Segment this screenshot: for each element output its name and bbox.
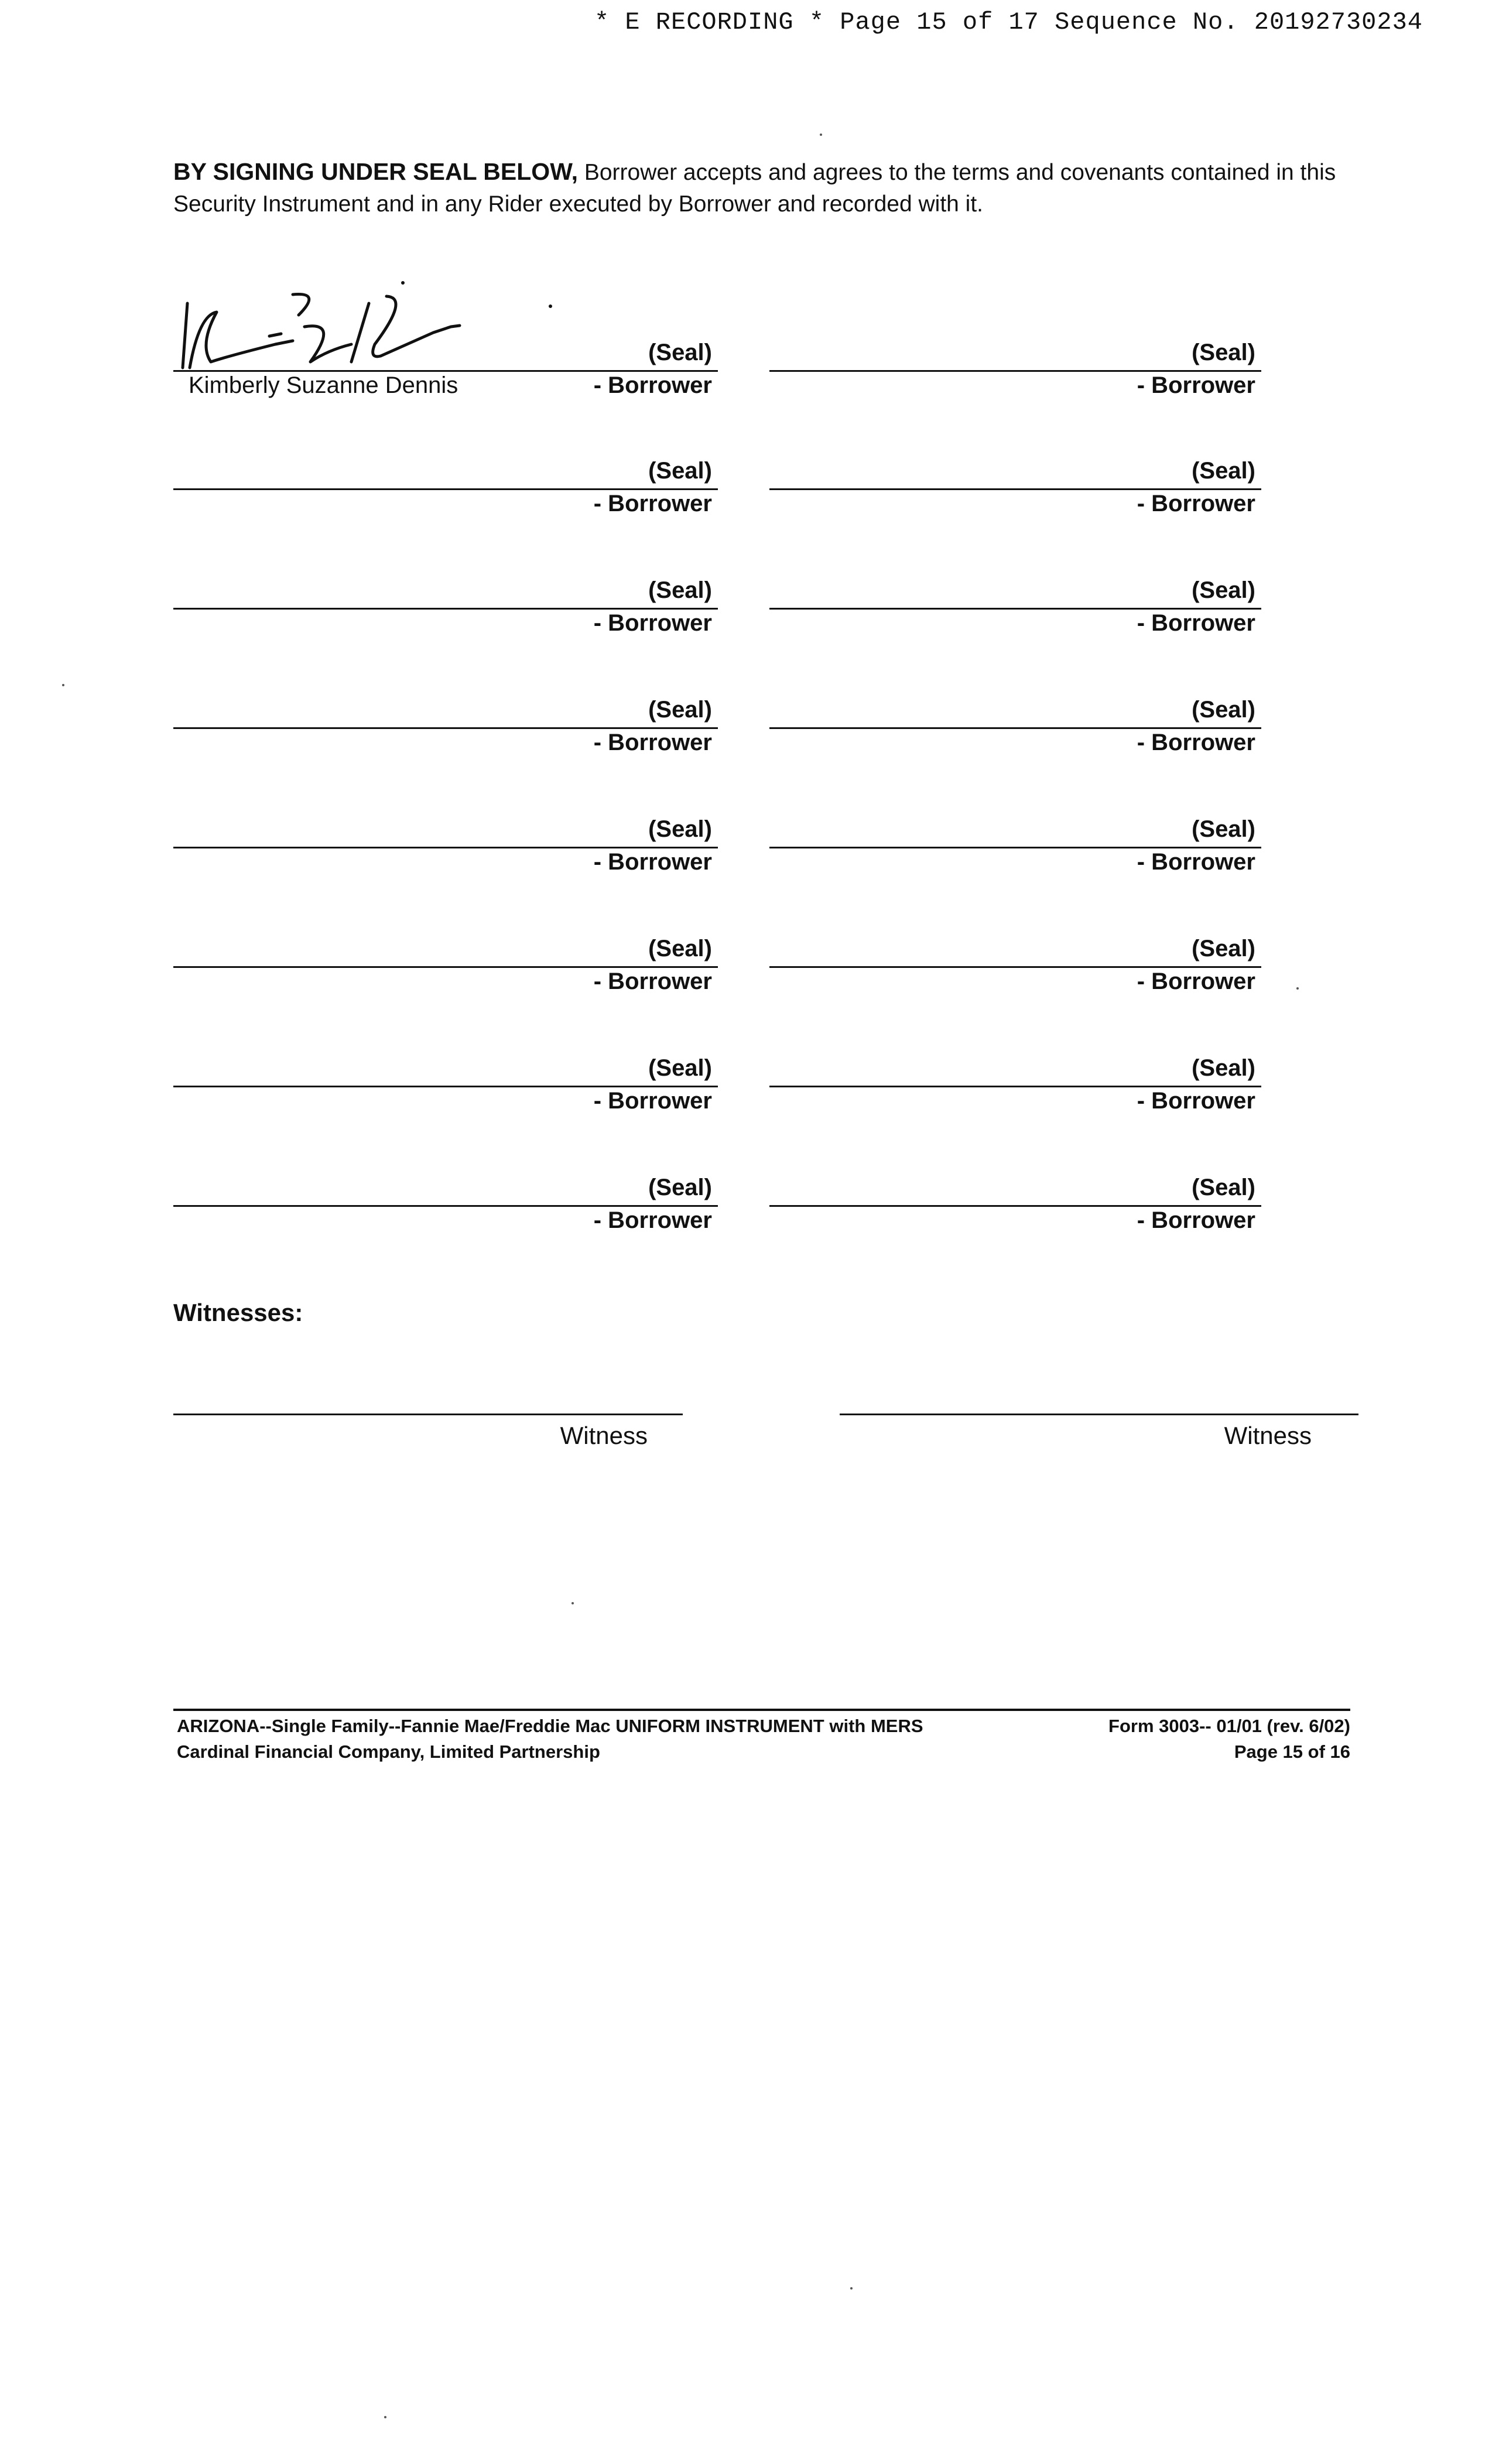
borrower-signature-block [173,458,718,516]
seal-label: (Seal) [1192,340,1255,365]
lender-name: Cardinal Financial Company, Limited Partnership [177,1741,600,1762]
signature-line [173,1205,718,1207]
seal-label: (Seal) [1192,1175,1255,1200]
signature-line [769,608,1261,610]
signing-statement-lead: BY SIGNING UNDER SEAL BELOW, [173,158,579,185]
borrower-signature-block [769,577,1261,636]
seal-label: (Seal) [1192,816,1255,842]
witness-signature-block [840,1414,1358,1466]
borrower-label: - Borrower [593,372,712,398]
witness-signature-block [173,1414,683,1466]
borrower-signature-block [173,697,718,755]
signature-line [173,1086,718,1087]
seal-label: (Seal) [648,458,712,484]
scan-speck [571,1602,574,1604]
signature-line [769,727,1261,729]
seal-label: (Seal) [1192,1055,1255,1081]
signing-statement-text: Borrower accepts and agrees to the terms and covenants contained in this Security Instrument and in any Rider executed by Borrower and recorded with it. [173,160,1336,217]
seal-label: (Seal) [648,1175,712,1200]
borrower-label: - Borrower [1137,849,1255,875]
scan-speck [820,134,822,136]
signature-line [769,847,1261,848]
form-number: Form 3003-- 01/01 (rev. 6/02) [1108,1716,1350,1736]
borrower-label: - Borrower [593,1207,712,1233]
seal-label: (Seal) [1192,458,1255,484]
signature-line [173,727,718,729]
borrower-signature-block [173,816,718,875]
seal-label: (Seal) [1192,697,1255,723]
seal-label: (Seal) [648,1055,712,1081]
seal-label: (Seal) [648,340,712,365]
signature-line [769,966,1261,968]
scan-speck [850,2287,853,2290]
scan-speck [62,684,64,686]
signing-statement [173,156,1380,220]
borrower-signature-block [173,577,718,636]
borrower-label: - Borrower [593,491,712,516]
borrower-signature-block [769,1175,1261,1233]
witness-line [840,1414,1358,1415]
borrower-label: - Borrower [593,610,712,636]
form-title: ARIZONA--Single Family--Fannie Mae/Freddie Mac UNIFORM INSTRUMENT with MERS [177,1716,923,1736]
borrower-label: - Borrower [1137,372,1255,398]
form-footer [173,1709,1350,1762]
witness-line [173,1414,683,1415]
scan-speck [384,2416,386,2418]
borrower-label: - Borrower [1137,969,1255,994]
borrower-signature-block [769,936,1261,994]
signature-line [769,370,1261,372]
borrower-name: Kimberly Suzanne Dennis [189,372,458,398]
signature-line [769,1205,1261,1207]
borrower-label: - Borrower [1137,730,1255,755]
seal-label: (Seal) [648,936,712,961]
borrower-signature-block [173,340,718,398]
borrower-label: - Borrower [593,849,712,875]
borrower-label: - Borrower [1137,610,1255,636]
borrower-label: - Borrower [1137,491,1255,516]
borrower-label: - Borrower [593,1088,712,1114]
signature-line [173,488,718,490]
signature-line [769,488,1261,490]
witness-label: Witness [1224,1422,1312,1449]
borrower-signature-block [173,936,718,994]
borrower-signature-block [769,340,1261,398]
signature-line [173,608,718,610]
borrower-signature-block [769,458,1261,516]
seal-label: (Seal) [1192,936,1255,961]
signature-line [173,370,718,372]
seal-label: (Seal) [648,697,712,723]
borrower-signature-block [769,816,1261,875]
borrower-label: - Borrower [593,730,712,755]
form-page-number: Page 15 of 16 [1234,1741,1350,1762]
scan-speck [1296,987,1299,990]
borrower-label: - Borrower [1137,1088,1255,1114]
seal-label: (Seal) [648,577,712,603]
signature-line [173,847,718,848]
signature-line [173,966,718,968]
borrower-signature-block [769,1055,1261,1114]
signature-line [769,1086,1261,1087]
borrower-signature-block [769,697,1261,755]
recording-header: * E RECORDING * Page 15 of 17 Sequence No. 20192730234 [594,8,1423,36]
borrower-signature-block [173,1175,718,1233]
borrower-label: - Borrower [1137,1207,1255,1233]
seal-label: (Seal) [1192,577,1255,603]
witnesses-heading: Witnesses: [173,1299,303,1326]
borrower-signature-block [173,1055,718,1114]
witness-label: Witness [560,1422,648,1449]
seal-label: (Seal) [648,816,712,842]
borrower-label: - Borrower [593,969,712,994]
